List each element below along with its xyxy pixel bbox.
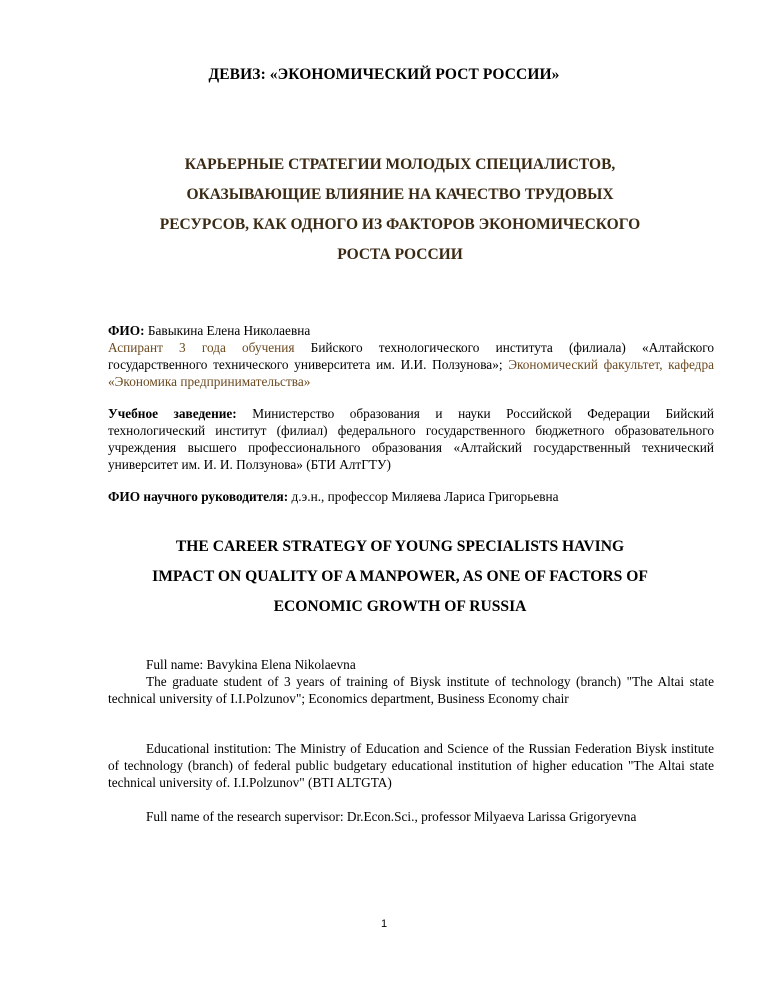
page-number: 1 <box>380 918 388 930</box>
supervisor-ru-text: д.э.н., профессор Миляева Лариса Григорьевна <box>288 489 559 504</box>
supervisor-en-text: Full name of the research supervisor: Dr.Econ.Sci., professor Milyaeva Larissa Grigoryevna <box>146 809 637 824</box>
title-en-line-1: THE CAREER STRATEGY OF YOUNG SPECIALISTS HAVING <box>175 538 625 555</box>
institution-en-text: Educational institution: The Ministry of Education and Science of the Russian Federation Biysk institute of technology (branch) of federal public budgetary educational institution of higher education "The Altai state technical university of. I.I.Polzunov" (BTI ALTGTA) <box>108 741 714 790</box>
author-en-position: The graduate student of 3 years of training of Biysk institute of technology (branch) "The Altai state technical university of I.I.Polzunov"; Economics department, Business Economy chair <box>108 674 714 706</box>
author-ru-position-faculty: Экономический факультет, кафедра «Экономика предпринимательства» <box>108 357 714 389</box>
supervisor-ru-block <box>108 488 714 505</box>
author-ru-label: ФИО: <box>108 323 145 338</box>
author-ru-name: Бавыкина Елена Николаевна <box>147 323 311 338</box>
title-english <box>80 532 720 622</box>
title-en-line-2: IMPACT ON QUALITY OF A MANPOWER, AS ONE OF FACTORS OF <box>152 568 648 585</box>
author-en-block <box>108 656 714 707</box>
author-ru-position-prefix: Аспирант 3 года обучения <box>108 340 295 355</box>
author-ru-name-line <box>108 322 714 339</box>
institution-ru-text: Министерство образования и науки Российской Федерации Бийский технологический институт (филиал) федерального государственного бюджетного образовательного учреждения высшего профессионального образования «Алтайский государственный технический университет им. И. И. Ползунова» (БТИ АлтГТУ) <box>108 406 714 472</box>
author-ru-block <box>108 322 714 390</box>
institution-en-block <box>108 740 714 791</box>
supervisor-ru-label: ФИО научного руководителя: <box>108 489 289 504</box>
institution-ru-block <box>108 405 714 473</box>
title-russian <box>100 150 700 270</box>
motto-heading: ДЕВИЗ: «ЭКОНОМИЧЕСКИЙ РОСТ РОССИИ» <box>208 66 560 83</box>
supervisor-en-block <box>108 808 714 825</box>
author-ru-position-institute: Бийского технологического института (филиала) «Алтайского государственного технического университета им. И.И. Ползунова»; <box>108 340 714 372</box>
author-ru-position <box>108 339 714 390</box>
title-ru-line-4: РОСТА РОССИИ <box>337 246 463 263</box>
institution-ru-label: Учебное заведение: <box>108 406 237 421</box>
title-en-line-3: ECONOMIC GROWTH OF RUSSIA <box>273 598 527 615</box>
title-ru-line-2: ОКАЗЫВАЮЩИЕ ВЛИЯНИЕ НА КАЧЕСТВО ТРУДОВЫХ <box>186 186 614 203</box>
title-ru-line-1: КАРЬЕРНЫЕ СТРАТЕГИИ МОЛОДЫХ СПЕЦИАЛИСТОВ, <box>184 156 616 173</box>
title-ru-line-3: РЕСУРСОВ, КАК ОДНОГО ИЗ ФАКТОРОВ ЭКОНОМИЧЕСКОГО <box>159 216 641 233</box>
author-en-name: Full name: Bavykina Elena Nikolaevna <box>146 657 356 672</box>
